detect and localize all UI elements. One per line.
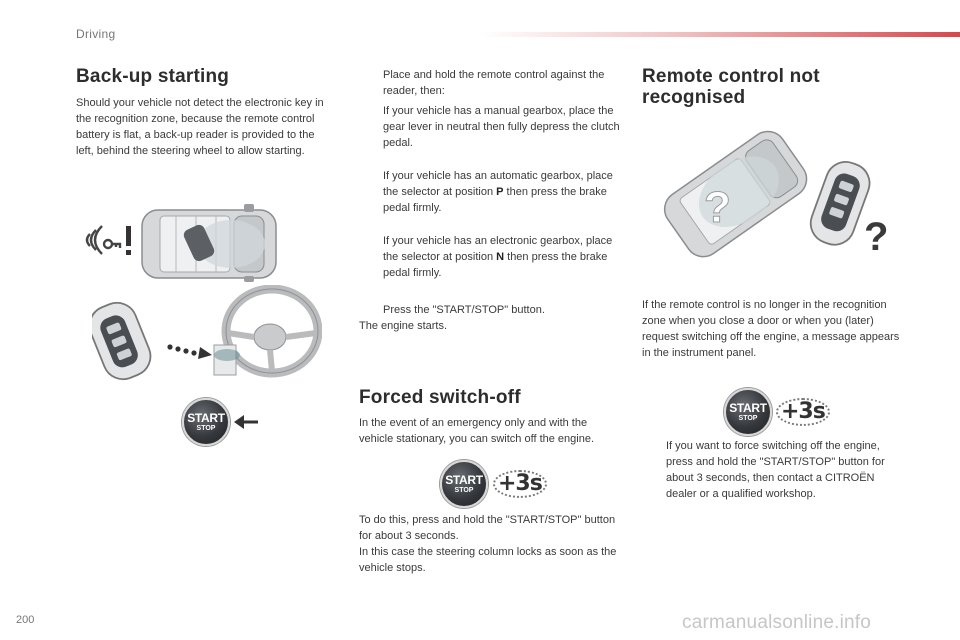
stop-label: STOP — [196, 424, 216, 432]
dotted-arrow-icon — [167, 344, 212, 359]
remote-title — [642, 66, 820, 108]
forced-note-text: In this case the steering column locks as soon as the vehicle stops. — [359, 546, 617, 574]
key-reader-icon — [87, 226, 131, 255]
remote-force-bullet — [642, 438, 904, 502]
remote-text: If the remote control is no longer in the recognition zone when you close a door or when you (later) request switching off the engine, a message appears in the instrument panel. — [642, 299, 900, 359]
question-mark-icon — [864, 215, 888, 259]
keyfob-to-reader-illustration — [92, 285, 322, 385]
position-p: P — [496, 186, 504, 198]
engine-starts-text: The engine starts. — [359, 320, 448, 332]
step-place-remote — [359, 67, 621, 99]
start-stop-button — [182, 398, 230, 446]
svg-text:?: ? — [704, 183, 731, 232]
remote-title-line2: recognised — [642, 87, 746, 108]
forced-instruction-text: To do this, press and hold the "START/STOP" button for about 3 seconds. — [359, 514, 616, 542]
backup-reader-car-illustration — [76, 200, 286, 284]
start-label: START — [187, 410, 225, 425]
car-top-view-icon — [142, 204, 276, 282]
forced-intro-text: In the event of an emergency only and with the vehicle stationary, you can switch off the engine. — [359, 417, 595, 445]
start-label: START — [729, 400, 767, 415]
watermark: carmanualsonline.info — [682, 612, 872, 633]
start-label: START — [445, 472, 483, 487]
hold-3-seconds-icon — [493, 470, 547, 498]
step-place-text: Place and hold the remote control against the reader, then: — [383, 69, 605, 97]
car-top-view-icon — [658, 126, 814, 264]
position-n: N — [496, 251, 505, 263]
remote-force-text: If you want to force switching off the engine, press and hold the "START/STOP" button for about 3 seconds, then contact a CITROËN dealer or a qualified workshop. — [666, 440, 885, 500]
start-stop-button — [724, 388, 772, 436]
hold-3-seconds-label: +3s — [493, 470, 547, 498]
start-stop-button — [440, 460, 488, 508]
step-manual-gearbox — [359, 103, 621, 151]
page-number: 200 — [16, 614, 35, 626]
step-manual-text: If your vehicle has a manual gearbox, place the gear lever in neutral then fully depress the clutch pedal. — [383, 105, 620, 149]
backup-text: Should your vehicle not detect the electronic key in the recognition zone, because the remote control battery is flat, a back-up reader is provided to the left, behind the steering wheel to allow starting. — [76, 97, 324, 157]
hold-3-seconds-label: +3s — [776, 398, 830, 426]
backup-title: Back-up starting — [76, 66, 230, 87]
arrow-left-icon — [232, 412, 260, 432]
step-electronic-text: If your vehicle has an electronic gearbox, place the selector at position — [383, 235, 613, 263]
step-press-start-stop — [359, 302, 621, 318]
step-press-text: Press the "START/STOP" button. — [383, 304, 545, 316]
svg-text:?: ? — [864, 215, 889, 259]
header-section-label: Driving — [76, 27, 116, 41]
stop-label: STOP — [454, 486, 474, 494]
step-automatic-text: If your vehicle has an automatic gearbox, place the selector at position — [383, 170, 613, 198]
remote-title-line1: Remote control not — [642, 66, 820, 87]
step-automatic-gearbox — [359, 168, 621, 216]
forced-title: Forced switch-off — [359, 387, 521, 408]
step-electronic-gearbox — [359, 233, 621, 281]
hold-3-seconds-icon — [776, 398, 830, 426]
steering-wheel-icon — [214, 289, 318, 375]
step-electronic-text-end: then press the brake pedal firmly. — [383, 251, 608, 279]
step-automatic-text-end: then press the brake pedal firmly. — [383, 186, 607, 214]
stop-label: STOP — [738, 414, 758, 422]
remote-not-recognised-illustration — [652, 126, 902, 286]
header-accent-bar — [480, 32, 960, 37]
question-mark-icon — [704, 183, 731, 232]
key-fob-icon — [92, 297, 156, 385]
